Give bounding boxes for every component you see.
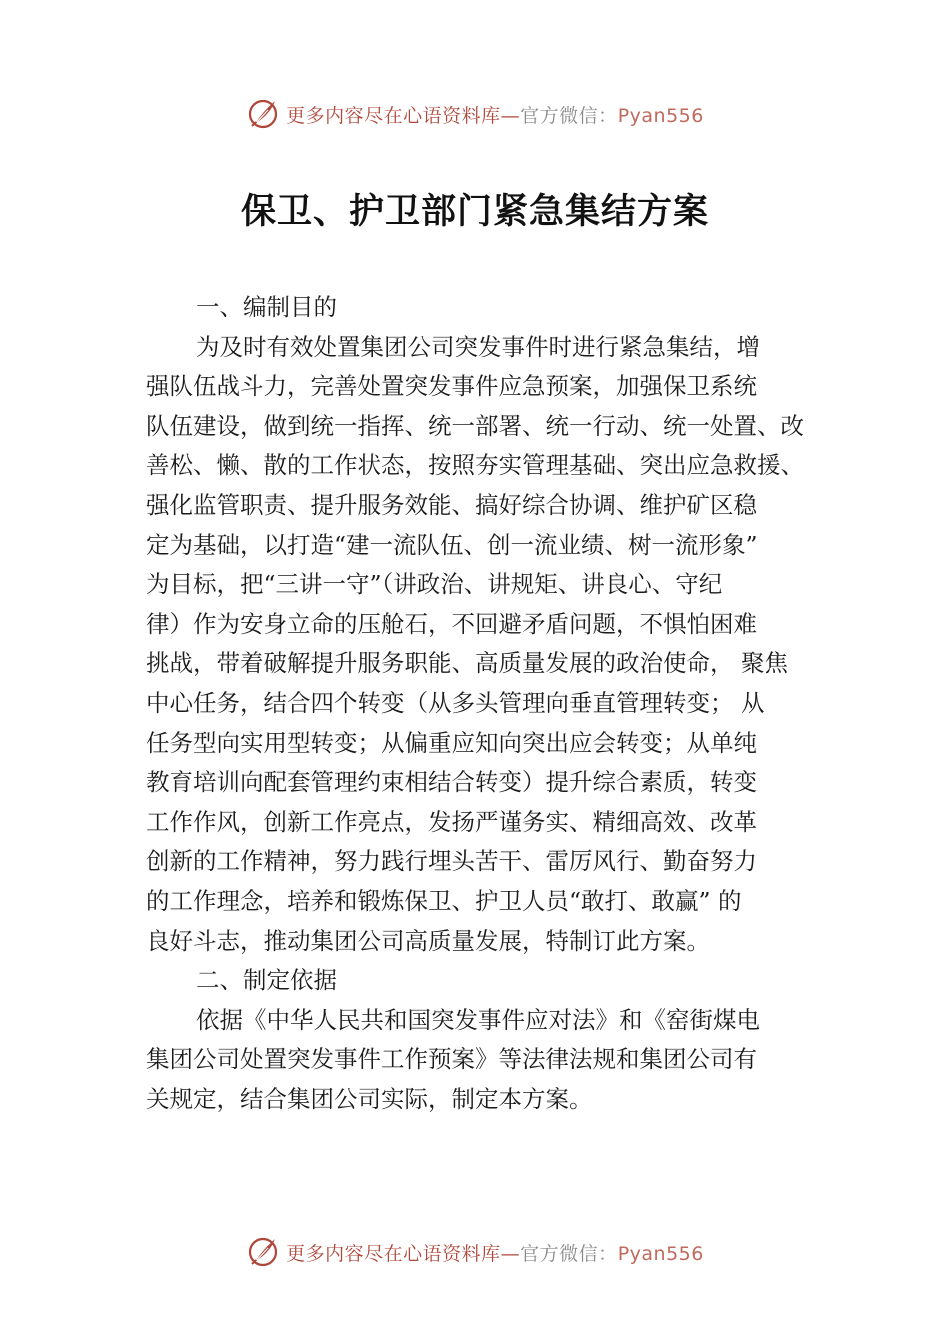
- watermark-dash: —: [500, 104, 521, 127]
- paragraph-line: 的工作理念，培养和锻炼保卫、护卫人员“敢打、敢赢” 的: [146, 886, 742, 915]
- paragraph-line: 定为基础，以打造“建一流队伍、创一流业绩、树一流形象”: [146, 530, 758, 559]
- document-title: 保卫、护卫部门紧急集结方案: [240, 191, 709, 232]
- watermark-site-text: 更多内容尽在心语资料库: [286, 1242, 501, 1265]
- quill-logo-icon: [246, 1235, 280, 1269]
- paragraph-line: 为及时有效处置集团公司突发事件时进行紧急集结，增: [196, 332, 760, 361]
- quill-logo-icon: [246, 97, 280, 131]
- watermark-text: [286, 1239, 704, 1266]
- footer-watermark: [0, 1232, 950, 1272]
- watermark-wechat-label: 官方微信：: [520, 104, 618, 127]
- paragraph-line: 强队伍战斗力，完善处置突发事件应急预案，加强保卫系统: [146, 372, 757, 401]
- watermark-dash: —: [500, 1242, 521, 1265]
- paragraph: [146, 1001, 836, 1120]
- watermark-wechat-id: Pyan556: [617, 104, 704, 127]
- header-watermark: [0, 94, 950, 134]
- watermark-text: [286, 101, 704, 128]
- watermark-site-text: 更多内容尽在心语资料库: [286, 104, 501, 127]
- paragraph-line: 创新的工作精神，努力践行埋头苦干、雷厉风行、勤奋努力: [146, 847, 757, 876]
- paragraph-line: 集团公司处置突发事件工作预案》等法律法规和集团公司有: [146, 1045, 757, 1074]
- paragraph-line: 强化监管职责、提升服务效能、搞好综合协调、维护矿区稳: [146, 490, 757, 519]
- paragraph-line: 队伍建设，做到统一指挥、统一部署、统一行动、统一处置、改: [146, 411, 804, 440]
- paragraph: [146, 328, 836, 962]
- watermark-wechat-label: 官方微信：: [520, 1242, 618, 1265]
- document-body: [146, 288, 836, 1119]
- paragraph-line: 中心任务，结合四个转变（从多头管理向垂直管理转变； 从: [146, 688, 765, 717]
- paragraph-line: 工作作风，创新工作亮点，发扬严谨务实、精细高效、改革: [146, 807, 757, 836]
- paragraph-line: 教育培训向配套管理约束相结合转变）提升综合素质，转变: [146, 768, 757, 797]
- paragraph-line: 挑战，带着破解提升服务职能、高质量发展的政治使命， 聚焦: [146, 649, 788, 678]
- section-heading: 一、编制目的: [196, 293, 337, 321]
- paragraph-line: 良好斗志，推动集团公司高质量发展，特制订此方案。: [146, 926, 710, 955]
- paragraph-line: 关规定，结合集团公司实际，制定本方案。: [146, 1084, 593, 1113]
- paragraph-line: 善松、懒、散的工作状态，按照夯实管理基础、突出应急救援、: [146, 451, 804, 480]
- paragraph-line: 依据《中华人民共和国突发事件应对法》和《窑街煤电: [196, 1005, 760, 1034]
- watermark-wechat-id: Pyan556: [617, 1242, 704, 1265]
- paragraph-line: 律）作为安身立命的压舱石，不回避矛盾问题，不惧怕困难: [146, 609, 757, 638]
- paragraph-line: 为目标，把“三讲一守”（讲政治、讲规矩、讲良心、守纪: [146, 570, 723, 599]
- paragraph-line: 任务型向实用型转变；从偏重应知向突出应会转变；从单纯: [146, 728, 757, 757]
- section-heading: 二、制定依据: [196, 966, 337, 995]
